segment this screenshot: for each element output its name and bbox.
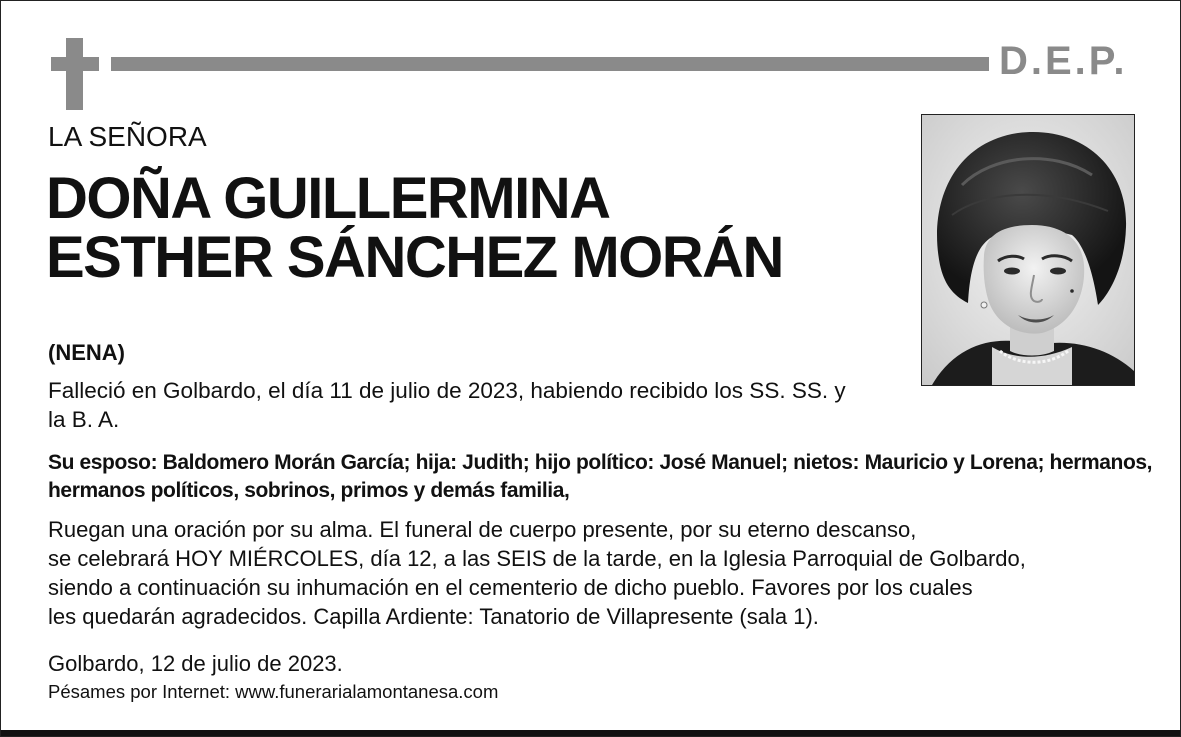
dep-heading: D.E.P. <box>999 39 1128 83</box>
latin-cross-icon <box>51 38 99 110</box>
bottom-rule <box>1 730 1180 736</box>
condolences-line: Pésames por Internet: www.funerarialamontanesa.com <box>48 681 499 702</box>
name-line-2: ESTHER SÁNCHEZ MORÁN <box>46 225 783 290</box>
announcement-line: siendo a continuación su inhumación en el cementerio de dicho pueblo. Favores por los cuales <box>48 575 973 600</box>
portrait-illustration <box>922 115 1134 385</box>
place-date: Golbardo, 12 de julio de 2023. <box>48 651 343 676</box>
funeral-announcement <box>48 515 1158 631</box>
nickname: (NENA) <box>48 340 125 365</box>
header-rule <box>111 57 989 71</box>
death-statement: Falleció en Golbardo, el día 11 de julio de 2023, habiendo recibido los SS. SS. y la B. A. <box>48 378 846 432</box>
announcement-line: se celebrará HOY MIÉRCOLES, día 12, a las SEIS de la tarde, en la Iglesia Parroquial de Golbardo, <box>48 546 1026 571</box>
title-prefix: LA SEÑORA <box>48 121 207 152</box>
announcement-line: les quedarán agradecidos. Capilla Ardiente: Tanatorio de Villapresente (sala 1). <box>48 604 819 629</box>
deceased-name <box>46 166 906 290</box>
portrait-photo <box>921 114 1135 386</box>
announcement-line: Ruegan una oración por su alma. El funeral de cuerpo presente, por su eterno descanso, <box>48 517 917 542</box>
name-line-1: DOÑA GUILLERMINA <box>46 166 610 231</box>
family-list: Su esposo: Baldomero Morán García; hija: Judith; hijo político: José Manuel; nietos: Mauricio y Lorena; hermanos, hermanos políticos, sobrinos, primos y demás familia, <box>48 451 1153 502</box>
